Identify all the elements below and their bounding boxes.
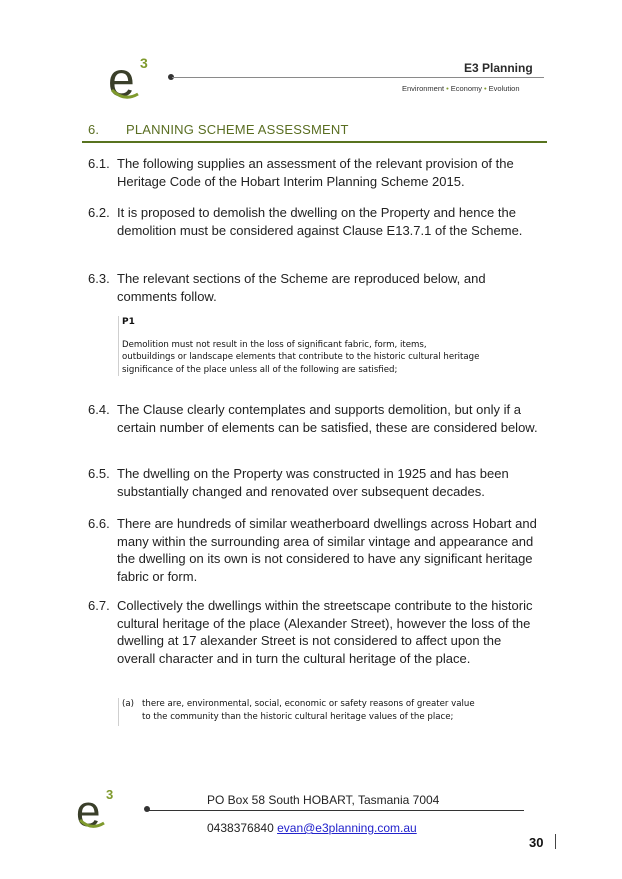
paragraph-text: Collectively the dwellings within the streetscape contribute to the historic cultural heritage of the place (Alexander Street), however the loss of the dwelling at 17 alexander Street is not considered to affect upon the overall character and in turn the cultural heritage of the place. <box>117 598 533 666</box>
paragraph-text: There are hundreds of similar weatherboard dwellings across Hobart and many within the surrounding area of similar vintage and appearance and the dwelling on its own is not considered to have any significant heritage fabric or form. <box>117 516 537 584</box>
paragraph-6-6 <box>88 515 538 585</box>
e3-logo-icon <box>76 786 120 834</box>
paragraph-6-3 <box>88 270 538 305</box>
footer-phone: 0438376840 <box>207 821 274 835</box>
paragraph-6-7 <box>88 597 538 667</box>
quote-line: outbuildings or landscape elements that contribute to the historic cultural heritage <box>122 352 480 362</box>
paragraph-number: 6.1. <box>88 156 110 171</box>
tagline-item: Economy <box>450 84 483 93</box>
page-number-divider <box>555 834 556 849</box>
section-title: PLANNING SCHEME ASSESSMENT <box>126 122 349 137</box>
paragraph-6-4 <box>88 401 538 436</box>
footer-contact <box>207 821 417 835</box>
scheme-quote-p1 <box>118 316 522 376</box>
paragraph-number: 6.6. <box>88 516 110 531</box>
paragraph-number: 6.3. <box>88 271 110 286</box>
quote-line: there are, environmental, social, economic or safety reasons of greater value <box>142 699 475 709</box>
header-rule <box>172 77 544 78</box>
quote-label: (a) <box>122 699 134 709</box>
svg-text:e: e <box>76 787 101 834</box>
page-number: 30 <box>529 835 544 850</box>
quote-heading: P1 <box>122 317 135 327</box>
footer-rule <box>148 810 524 811</box>
paragraph-text: The Clause clearly contemplates and supports demolition, but only if a certain number of elements can be satisfied, these are considered below. <box>117 402 538 435</box>
paragraph-6-2 <box>88 204 538 239</box>
section-heading <box>88 122 349 137</box>
svg-text:3: 3 <box>140 55 148 71</box>
paragraph-number: 6.2. <box>88 205 110 220</box>
footer-rule-dot <box>144 806 150 812</box>
footer-address: PO Box 58 South HOBART, Tasmania 7004 <box>207 793 440 807</box>
paragraph-number: 6.5. <box>88 466 110 481</box>
brand-tagline <box>402 84 520 93</box>
scheme-quote-a <box>118 698 532 726</box>
paragraph-number: 6.7. <box>88 598 110 613</box>
quote-line: to the community than the historic cultural heritage values of the place; <box>142 712 454 722</box>
tagline-item: Environment <box>402 84 445 93</box>
paragraph-6-1 <box>88 155 538 190</box>
paragraph-text: The relevant sections of the Scheme are reproduced below, and comments follow. <box>117 271 486 304</box>
paragraph-text: The dwelling on the Property was constructed in 1925 and has been substantially changed and renovated over subsequent decades. <box>117 466 509 499</box>
tagline-separator: • <box>446 84 449 93</box>
paragraph-text: It is proposed to demolish the dwelling on the Property and hence the demolition must be considered against Clause E13.7.1 of the Scheme. <box>117 205 523 238</box>
svg-text:3: 3 <box>106 787 114 802</box>
tagline-item: Evolution <box>488 84 520 93</box>
footer-email-link[interactable]: evan@e3planning.com.au <box>277 821 417 835</box>
quote-line: Demolition must not result in the loss of significant fabric, form, items, <box>122 339 427 350</box>
svg-text:e: e <box>108 54 135 104</box>
e3-logo-icon <box>108 54 156 104</box>
paragraph-6-5 <box>88 465 538 500</box>
brand-name: E3 Planning <box>464 61 533 75</box>
quote-line: significance of the place unless all of the following are satisfied; <box>122 364 398 375</box>
section-number: 6. <box>88 122 100 137</box>
section-rule <box>82 141 547 143</box>
paragraph-number: 6.4. <box>88 402 110 417</box>
tagline-separator: • <box>484 84 487 93</box>
paragraph-text: The following supplies an assessment of the relevant provision of the Heritage Code of the Hobart Interim Planning Scheme 2015. <box>117 156 514 189</box>
